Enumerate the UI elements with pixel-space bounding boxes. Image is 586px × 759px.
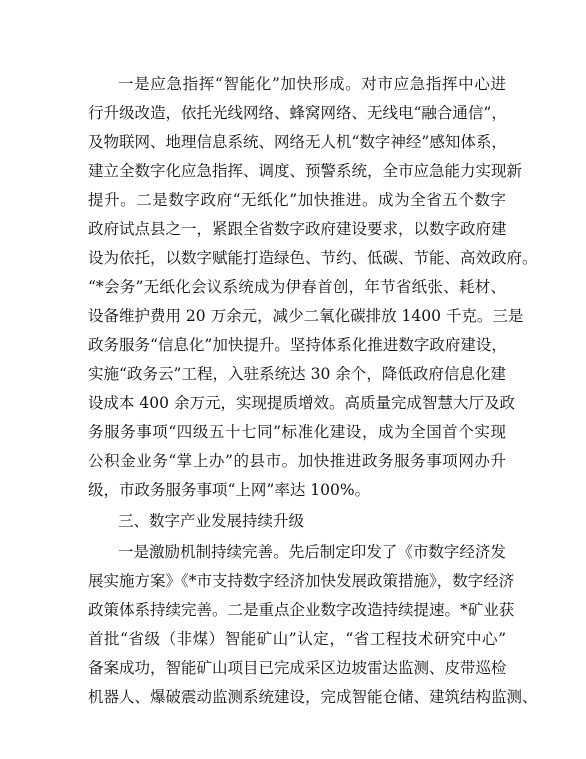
text-line: 一是应急指挥“智能化”加快形成。对市应急指挥中心进 bbox=[118, 75, 506, 93]
text-line: 实施“政务云”工程，入驻系统达 30 余个，降低政府信息化建 bbox=[88, 365, 506, 383]
text-line: 备案成功，智能矿山项目已完成采区边坡雷达监测、皮带巡检 bbox=[88, 659, 507, 677]
text-line: 建立全数字化应急指挥、调度、预警系统，全市应急能力实现新 bbox=[88, 162, 523, 180]
text-line: 提升。二是数字政府“无纸化”加快推进。成为全省五个数字 bbox=[88, 191, 506, 209]
text-line: 设为依托，以数字赋能打造绿色、节约、低碳、节能、高效政府。 bbox=[88, 249, 538, 267]
text-line: 展实施方案》《*市支持数字经济加快发展政策措施》，数字经济 bbox=[88, 572, 515, 590]
text-line: 机器人、爆破震动监测系统建设，完成智能仓储、建筑结构监测、 bbox=[88, 688, 538, 706]
text-line: 行升级改造，依托光线网络、蜂窝网络、无线电“融合通信”， bbox=[88, 104, 507, 122]
text-line: 一是激励机制持续完善。先后制定印发了《市数字经济发 bbox=[118, 543, 506, 561]
text-line: 公积金业务“掌上办”的县市。加快推进政务服务事项网办升 bbox=[88, 452, 506, 470]
section-heading: 三、数字产业发展持续升级 bbox=[118, 512, 305, 530]
text-line: “*会务”无纸化会议系统成为伊春首创，年节省纸张、耗材、 bbox=[88, 278, 506, 296]
text-line: 务服务事项“四级五十七同”标准化建设，成为全国首个实现 bbox=[88, 423, 506, 441]
text-line: 级，市政务服务事项“上网”率达 100%。 bbox=[88, 481, 371, 499]
text-line: 政务服务“信息化”加快提升。坚持体系化推进数字政府建设， bbox=[88, 336, 507, 354]
text-line: 设备维护费用 20 万余元，减少二氧化碳排放 1400 千克。三是 bbox=[88, 307, 524, 325]
text-line: 首批“省级（非煤）智能矿山”认定，“省工程技术研究中心” bbox=[88, 630, 506, 648]
text-line: 政策体系持续完善。二是重点企业数字改造持续提速。*矿业获 bbox=[88, 601, 515, 619]
text-line: 设成本 400 余万元，实现提质增效。高质量完成智慧大厅及政 bbox=[88, 394, 515, 412]
text-line: 及物联网、地理信息系统、网络无人机“数字神经”感知体系， bbox=[88, 133, 507, 151]
text-line: 政府试点县之一，紧跟全省数字政府建设要求，以数字政府建 bbox=[88, 220, 507, 238]
